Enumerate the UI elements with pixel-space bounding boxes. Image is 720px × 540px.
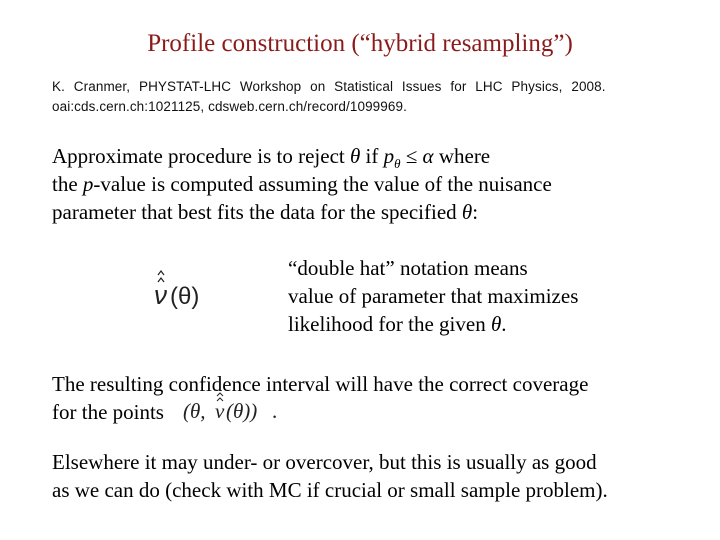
paragraph-1-line-1: Approximate procedure is to reject θ if $p_\theta \le \alpha$ where xyxy=(52,144,491,171)
subscript-theta: θ xyxy=(394,156,401,171)
note-line-1: “double hat” notation means xyxy=(288,256,528,280)
paragraph-1-line-2: the p-value is computed assuming the value of the nuisance xyxy=(52,172,552,196)
reference-line-2: oai:cds.cern.ch:1021125, cdsweb.cern.ch/record/1099969. xyxy=(52,99,407,114)
pair-close: (θ)) xyxy=(226,399,258,423)
paragraph-3-line-1: Elsewhere it may under- or overcover, but this is usually as good xyxy=(52,450,597,474)
pair-nu: ν xyxy=(215,399,225,423)
pair-open: (θ, xyxy=(183,399,206,423)
paragraph-2-line-2: for the points xyxy=(52,400,164,424)
reference-line-1: K. Cranmer, PHYSTAT-LHC Workshop on Statistical Issues for LHC Physics, 2008. xyxy=(52,79,606,94)
formula-argument: (θ) xyxy=(170,283,200,310)
slide-title: Profile construction (“hybrid resampling”) xyxy=(147,30,573,57)
note-line-3: likelihood for the given θ. xyxy=(288,312,507,336)
paragraph-2-line-1: The resulting confidence interval will have the correct coverage xyxy=(52,372,589,396)
point-pair-formula xyxy=(180,391,280,423)
formula-nu: ν xyxy=(154,280,167,310)
paragraph-3-line-2: as we can do (check with MC if crucial or small sample problem). xyxy=(52,478,608,502)
double-hat-formula xyxy=(150,264,220,312)
pair-period: . xyxy=(272,399,278,423)
paragraph-1-line-3: parameter that best fits the data for the specified θ: xyxy=(52,200,479,224)
note-line-2: value of parameter that maximizes xyxy=(288,284,579,308)
